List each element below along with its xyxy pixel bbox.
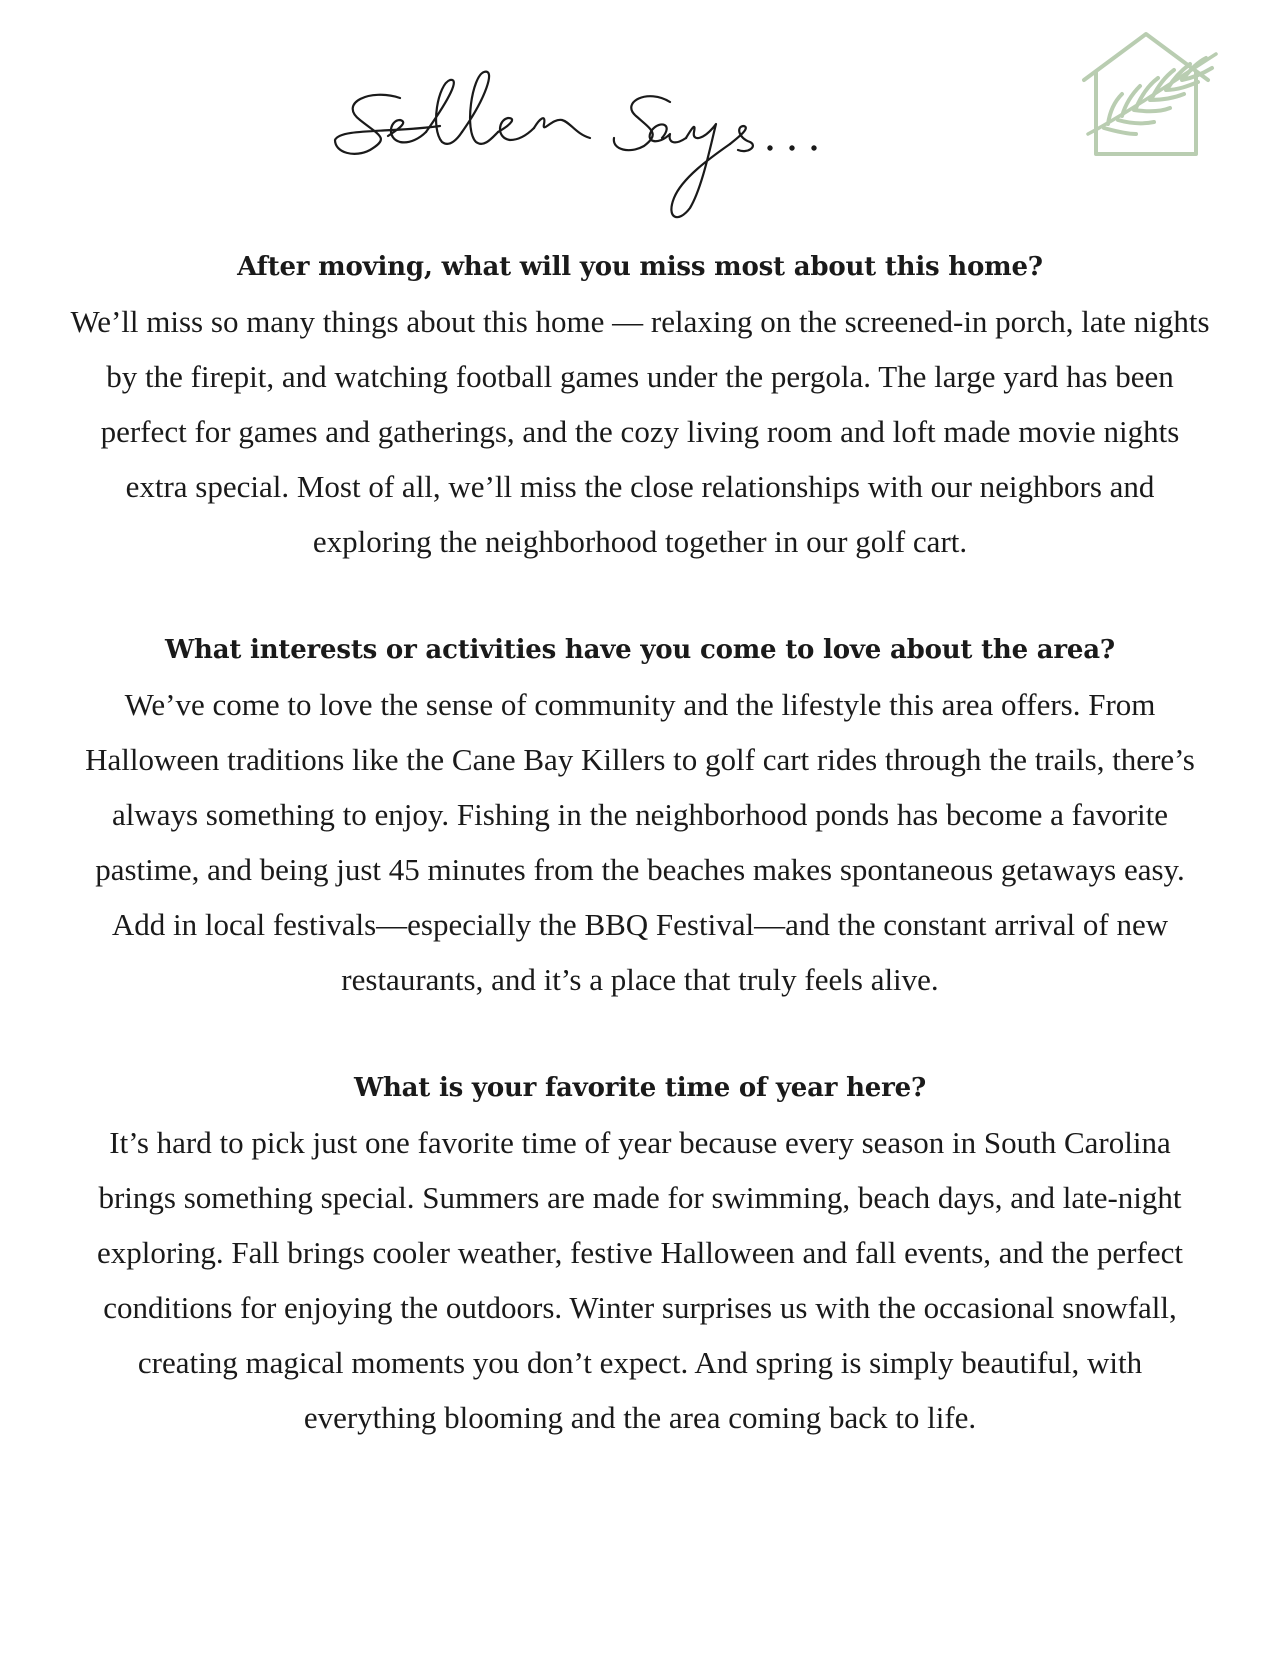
qa-content <box>60 240 1220 1445</box>
answer-paragraph: We’ve come to love the sense of community and the lifestyle this area offers. From Halloween traditions like the Cane Bay Killers to golf cart rides through the trails, there’s always something to enjoy. Fishing in the neighborhood ponds has become a favorite pastime, and being just 45 minutes from the beaches makes spontaneous getaways easy. Add in local festivals—especially the BBQ Festival—and the constant arrival of new restaurants, and it’s a place that truly feels alive. <box>85 687 1195 997</box>
question-heading: What is your favorite time of year here? <box>353 1073 927 1103</box>
logo-artwork <box>1066 30 1226 170</box>
qa-section-3 <box>60 1061 1220 1445</box>
answer-paragraph: We’ll miss so many things about this home — relaxing on the screened-in porch, late nights by the firepit, and watching football games under the pergola. The large yard has been perfect for games and gatherings, and the cozy living room and loft made movie nights extra special. Most of all, we’ll miss the close relationships with our neighbors and exploring the neighborhood together in our golf cart. <box>70 304 1210 559</box>
qa-section-1 <box>60 240 1220 569</box>
qa-section-2 <box>60 623 1220 1007</box>
question-heading: What interests or activities have you come to love about the area? <box>165 635 1115 665</box>
script-title-artwork <box>330 58 890 228</box>
question-heading: After moving, what will you miss most about this home? <box>237 252 1043 282</box>
house-palm-leaf-logo-icon <box>1066 30 1226 170</box>
answer-paragraph: It’s hard to pick just one favorite time of year because every season in South Carolina brings something special. Summers are made for swimming, beach days, and late-night exploring. Fall brings cooler weather, festive Halloween and fall events, and the perfect conditions for enjoying the outdoors. Winter surprises us with the occasional snowfall, creating magical moments you don’t expect. And spring is simply beautiful, with everything blooming and the area coming back to life. <box>97 1125 1183 1435</box>
page-title <box>330 58 890 228</box>
